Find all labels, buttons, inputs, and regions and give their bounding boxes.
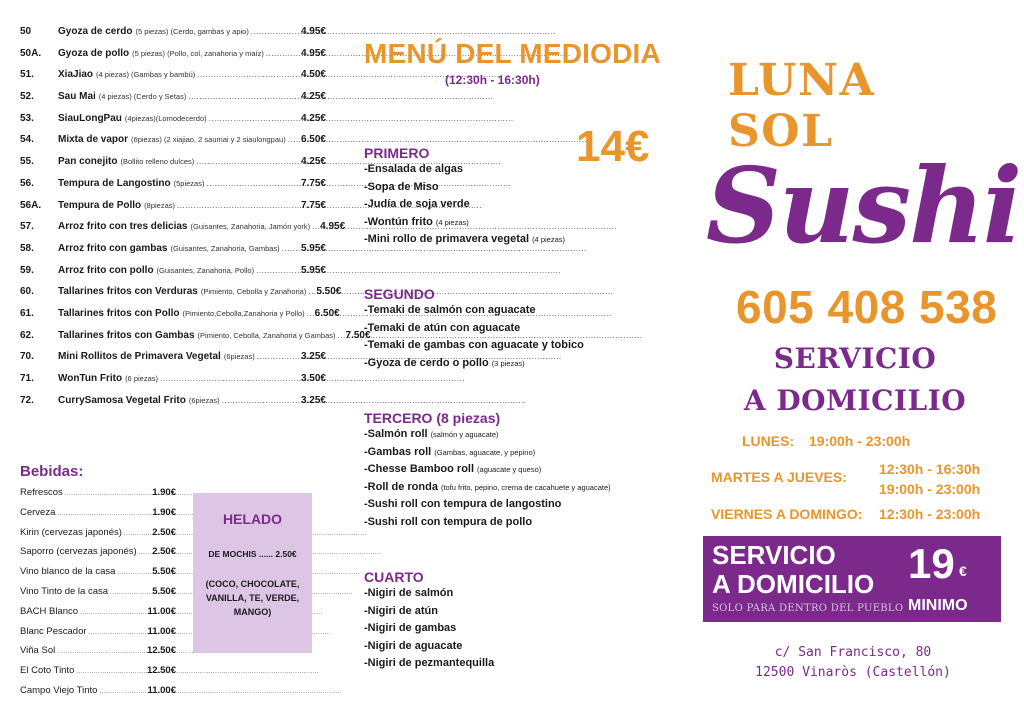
brand-name: LUNA SOL — [728, 55, 876, 157]
dish-name: Gyoza de pollo — [58, 47, 130, 59]
course-item — [364, 481, 694, 499]
drinks-list — [20, 487, 176, 705]
banner-minimum-label: MINIMO — [908, 597, 968, 614]
dot-leader — [139, 550, 151, 556]
course-item-text: -Nigiri de aguacate — [364, 639, 463, 652]
dish-row — [20, 113, 326, 135]
course-item — [364, 463, 694, 481]
dot-leader — [308, 287, 314, 296]
dish-description: (8piezas) — [144, 200, 176, 210]
course-item — [364, 339, 694, 357]
dish-row — [20, 178, 326, 200]
course-item-text: -Temaki de gambas con aguacate y tobico — [364, 339, 584, 352]
dish-row — [20, 395, 326, 417]
course-item — [364, 622, 694, 640]
course-item — [364, 304, 694, 322]
drink-name: El Coto Tinto — [20, 665, 75, 677]
dot-leader — [338, 331, 344, 340]
dish-row — [20, 26, 326, 48]
drink-row — [20, 685, 176, 705]
course-item-text: -Roll de ronda — [364, 480, 438, 493]
dish-row — [20, 307, 340, 330]
dot-leader — [257, 352, 299, 361]
dish-price: 7.75€ — [300, 177, 326, 189]
dot-leader — [124, 531, 150, 537]
drink-price: 5.50€ — [152, 585, 176, 597]
dish-number: 61. — [20, 307, 34, 319]
address-street: c/ San Francisco, 80 — [774, 645, 932, 660]
course-item-text: -Sushi roll con tempura de pollo — [364, 515, 533, 528]
menu-price: 14€ — [576, 122, 650, 171]
course-item-text: -Mini rollo de primavera vegetal — [364, 233, 530, 246]
dish-name: Arroz frito con tres delicias — [58, 221, 188, 233]
dish-number: 60. — [20, 286, 34, 298]
dish-row — [20, 134, 326, 156]
drink-price: 5.50€ — [152, 566, 176, 578]
dot-leader — [256, 266, 299, 275]
dish-description: (Guisantes, Zanahoria, Gambas) — [170, 243, 280, 253]
phone-number[interactable]: 605 408 538 — [736, 281, 998, 333]
menu-title: MENÚ DEL MEDIODIA — [364, 38, 661, 69]
course-item-text: -Nigiri de gambas — [364, 622, 457, 635]
course-item-text: -Sopa de Miso — [364, 180, 439, 193]
dot-leader — [99, 689, 145, 695]
dot-leader — [266, 49, 299, 58]
dish-row — [20, 265, 326, 287]
drink-row — [20, 487, 176, 507]
course-item — [364, 605, 694, 623]
course-item-text: -Chesse Bamboo roll — [364, 463, 475, 476]
dish-name: CurrySamosa Vegetal Frito — [58, 394, 186, 406]
drink-row — [20, 586, 176, 606]
drink-name: Saporro (cervezas japonés) — [20, 546, 137, 558]
drink-price: 12.50€ — [146, 645, 176, 657]
dot-leader — [117, 570, 150, 576]
dish-description: (4 piezas) (Gambas y bambú) — [96, 70, 196, 80]
course-item — [364, 446, 694, 464]
course-item — [364, 163, 694, 181]
dish-number: 51. — [20, 69, 34, 81]
dot-leader — [110, 590, 150, 596]
drink-price: 11.00€ — [147, 625, 176, 637]
course-item — [364, 198, 694, 216]
dish-description: (Pimiento, Cebolla y Zanahoria) — [200, 287, 307, 297]
dish-row — [20, 243, 326, 265]
dot-leader — [282, 244, 299, 253]
dish-name: Sau Mai — [58, 91, 96, 103]
dish-price: 4.25€ — [300, 91, 326, 103]
dish-row — [20, 286, 342, 308]
dish-price: 3.50€ — [300, 373, 326, 384]
dish-description: (4 piezas) (Cerdo y Setas) — [98, 92, 187, 102]
drink-price: 1.90€ — [152, 506, 176, 518]
dot-leader — [80, 610, 145, 616]
course-item-text: -Nigiri de atún — [364, 604, 438, 617]
course-item-text: -Gyoza de cerdo o pollo — [364, 356, 489, 369]
dish-row — [20, 373, 326, 395]
drink-price: 11.00€ — [147, 605, 176, 617]
course-item-text: -Ensalada de algas — [364, 163, 464, 175]
course-item — [364, 657, 694, 675]
dish-price: 5.50€ — [316, 286, 342, 298]
drink-name: Refrescos — [20, 487, 63, 498]
dish-number: 55. — [20, 156, 34, 168]
course-item-text: -Temaki de salmón con aguacate — [364, 304, 536, 316]
dot-leader — [288, 135, 299, 144]
hours-viernes-time: 12:30h - 23:00h — [879, 506, 981, 522]
dish-description: (6 piezas) — [125, 374, 158, 383]
dish-name: Tallarines fritos con Verduras — [58, 286, 198, 298]
dish-name: Tempura de Pollo — [58, 199, 142, 211]
dish-number: 56. — [20, 177, 34, 189]
dish-name: Tallarines fritos con Gambas — [58, 329, 195, 341]
drink-row — [20, 527, 176, 547]
dish-price: 4.95€ — [300, 26, 326, 37]
dish-name: Mini Rollitos de Primavera Vegetal — [58, 351, 221, 363]
course-item-note: (3 piezas) — [491, 358, 525, 368]
hours-martes-time1: 12:30h - 16:30h — [879, 461, 981, 477]
dish-description: (5piezas) — [173, 178, 205, 188]
helado-flavors: (COCO, CHOCOLATE, VANILLA, TE, VERDE, MANGO) — [205, 579, 300, 617]
course-item-text: -Sushi roll con tempura de langostino — [364, 498, 562, 511]
course-item-note: (4 piezas) — [532, 235, 565, 245]
banner-line1: SERVICIO — [712, 540, 836, 570]
drink-price: 12.50€ — [146, 665, 176, 677]
dish-name: Arroz frito con gambas — [58, 242, 168, 254]
dish-price: 6.50€ — [300, 134, 326, 146]
course-item — [364, 357, 694, 375]
dish-name: Pan conejito — [58, 156, 118, 168]
dish-row — [20, 69, 326, 91]
course-item — [364, 233, 694, 251]
drink-row — [20, 507, 176, 527]
dot-leader — [177, 201, 299, 210]
sushi-logo-word: Sushi — [705, 144, 1021, 267]
dish-name: Tempura de Langostino — [58, 177, 171, 189]
course-title: CUARTO — [364, 569, 424, 585]
drink-name: Blanc Pescador — [20, 625, 87, 637]
dish-description: (Pimiento, Cebolla, Zanahoria y Gambas) — [197, 330, 336, 340]
dot-leader — [222, 396, 299, 405]
service-title-line1: SERVICIO — [773, 342, 937, 375]
dish-number: 58. — [20, 242, 34, 254]
drink-price: 2.50€ — [152, 526, 176, 538]
drink-row — [20, 645, 176, 665]
dot-leader — [160, 374, 299, 383]
drink-name: Cerveza — [20, 506, 56, 518]
course-item-text: -Nigiri de pezmantequilla — [364, 657, 495, 670]
dish-number: 72. — [20, 394, 34, 406]
course-item-text: -Gambas roll — [364, 445, 432, 458]
banner-line2: A DOMICILIO — [712, 569, 875, 599]
course-segundo — [364, 286, 694, 374]
dish-price: 5.95€ — [300, 264, 326, 276]
helado-price-line: DE MOCHIS ...... 2.50€ — [208, 549, 297, 559]
dish-description: (6piezas) — [188, 395, 220, 405]
dot-leader — [209, 114, 299, 123]
dish-price: 7.75€ — [300, 199, 326, 211]
dish-price: 3.25€ — [300, 394, 326, 406]
dish-price: 4.95€ — [300, 47, 326, 59]
course-title: TERCERO (8 piezas) — [364, 410, 501, 426]
hours-martes-time2: 19:00h - 23:00h — [879, 481, 981, 497]
dish-description: (4piezas)(Lomodecerdo) — [124, 113, 207, 123]
banner-note: SOLO PARA DENTRO DEL PUEBLO — [712, 603, 904, 614]
course-item-text: -Nigiri de salmón — [364, 587, 454, 599]
dish-row — [20, 156, 326, 178]
drink-name: Vino blanco de la casa — [20, 566, 116, 578]
dish-description: (Guisantes, Zanahoria, Pollo) — [156, 265, 255, 275]
dish-number: 57. — [20, 221, 34, 233]
course-item-note: (aguacate y queso) — [477, 465, 542, 475]
dish-name: WonTun Frito — [58, 373, 123, 384]
dot-leader — [312, 222, 318, 231]
address-city: 12500 Vinaròs (Castellón) — [755, 665, 951, 680]
dish-number: 53. — [20, 112, 34, 124]
course-item-text: -Wontún frito — [364, 215, 433, 228]
dish-number: 56A. — [20, 199, 42, 211]
drink-row — [20, 626, 176, 646]
drink-name: Vino Tinto de la casa — [20, 585, 109, 597]
drink-row — [20, 566, 176, 586]
course-item — [364, 640, 694, 658]
course-item — [364, 216, 694, 234]
course-item — [364, 428, 694, 446]
course-item — [364, 498, 694, 516]
drinks-title: Bebidas: — [20, 463, 84, 480]
course-item-note: (tofu frito, pepino, crema de cacahuete y aguacate) — [440, 482, 611, 492]
dish-row — [20, 91, 326, 113]
dish-row — [20, 221, 346, 243]
dish-name: Arroz frito con pollo — [58, 264, 154, 276]
drink-row — [20, 606, 176, 626]
hours-viernes-label: VIERNES A DOMINGO: — [711, 506, 863, 522]
delivery-banner — [703, 536, 1001, 622]
dish-number: 62. — [20, 329, 34, 341]
course-item — [364, 322, 694, 340]
dish-number: 52. — [20, 91, 34, 103]
dish-number: 50 — [20, 26, 32, 37]
dot-leader — [206, 179, 299, 188]
drink-name: Kirin (cervezas japonés) — [20, 526, 122, 538]
dish-description: (5 piezas) (Pollo, col, zanahoria y maíz) — [132, 48, 264, 58]
dish-price: 6.50€ — [314, 307, 340, 319]
dish-price: 5.95€ — [300, 242, 326, 254]
dot-leader — [89, 630, 146, 636]
dish-number: 59. — [20, 264, 34, 276]
drink-price: 11.00€ — [147, 684, 176, 696]
dot-leader — [197, 70, 299, 79]
dot-leader — [188, 92, 299, 101]
dish-row — [20, 351, 326, 373]
dish-price: 4.25€ — [300, 112, 326, 124]
course-item — [364, 181, 694, 199]
service-title-line2: A DOMICILIO — [743, 384, 967, 417]
course-item-note: (salmón y aguacate) — [430, 430, 499, 439]
drink-price: 1.90€ — [152, 487, 176, 498]
dot-leader — [76, 669, 145, 675]
hours-lunes-time: 19:00h - 23:00h — [809, 433, 911, 449]
dish-row — [20, 48, 326, 70]
dish-description: (Pimiento,Cebolla,Zanahoria y Pollo) — [182, 308, 305, 318]
menu-hours: (12:30h - 16:30h) — [445, 73, 540, 87]
dish-row — [20, 200, 326, 222]
helado-box — [193, 493, 312, 653]
drink-name: Campo Viejo Tinto — [20, 684, 98, 696]
course-title: SEGUNDO — [364, 286, 435, 302]
dish-row — [20, 329, 371, 352]
dish-price: 3.25€ — [300, 351, 326, 363]
dot-leader — [307, 309, 313, 318]
drink-name: BACH Blanco — [20, 605, 79, 617]
dish-number: 71. — [20, 373, 34, 384]
course-item-note: (4 piezas) — [435, 217, 469, 227]
drink-price: 2.50€ — [152, 546, 176, 558]
dish-name: SiauLongPau — [58, 112, 122, 124]
banner-currency: € — [959, 563, 967, 579]
dish-name: Gyoza de cerdo — [58, 26, 133, 37]
course-item-text: -Salmón roll — [364, 428, 428, 440]
banner-minimum-price: 19 — [908, 540, 955, 587]
hours-lunes-label: LUNES: — [742, 433, 795, 449]
course-primero — [364, 145, 694, 251]
drink-row — [20, 665, 176, 685]
dish-description: (5 piezas) (Cerdo, gambas y apio) — [135, 27, 249, 36]
course-item-text: -Temaki de atún con aguacate — [364, 321, 521, 334]
dish-number: 70. — [20, 351, 34, 363]
dish-description: (Bollito relleno dulces) — [120, 157, 195, 167]
course-item — [364, 516, 694, 534]
dish-description: (6piezas) — [223, 352, 255, 362]
dish-list — [20, 26, 371, 416]
dish-name: Mixta de vapor — [58, 134, 129, 146]
dot-leader — [251, 27, 299, 36]
dish-price: 4.95€ — [320, 221, 346, 233]
dish-description: (6piezas) (2 xiajiao, 2 saumai y 2 siaulongpau) — [131, 135, 286, 145]
course-tercero — [364, 410, 694, 534]
dot-leader — [196, 157, 299, 166]
helado-title: HELADO — [222, 511, 283, 527]
dish-description: (Guisantes, Zanahoria, Jamón york) — [190, 222, 311, 232]
dot-leader — [57, 511, 150, 517]
course-title: PRIMERO — [364, 145, 430, 161]
dot-leader — [57, 649, 145, 655]
dot-leader — [65, 491, 150, 497]
dish-price: 4.25€ — [300, 156, 326, 168]
dish-name: Tallarines fritos con Pollo — [58, 307, 180, 319]
dish-number: 50A. — [20, 47, 42, 59]
hours-martes-label: MARTES A JUEVES: — [711, 469, 847, 485]
course-item-note: (Gambas, aguacate, y pepino) — [434, 447, 536, 457]
sushi-logo — [705, 130, 1021, 270]
dish-number: 54. — [20, 134, 34, 146]
drink-name: Viña Sol — [20, 645, 56, 657]
dish-price: 7.50€ — [345, 329, 371, 341]
course-item — [364, 587, 694, 605]
course-cuarto — [364, 569, 694, 675]
course-item-text: -Judía de soja verde — [364, 198, 470, 211]
dish-name: XiaJiao — [58, 69, 94, 81]
dish-price: 4.50€ — [300, 69, 326, 81]
drink-row — [20, 546, 176, 566]
